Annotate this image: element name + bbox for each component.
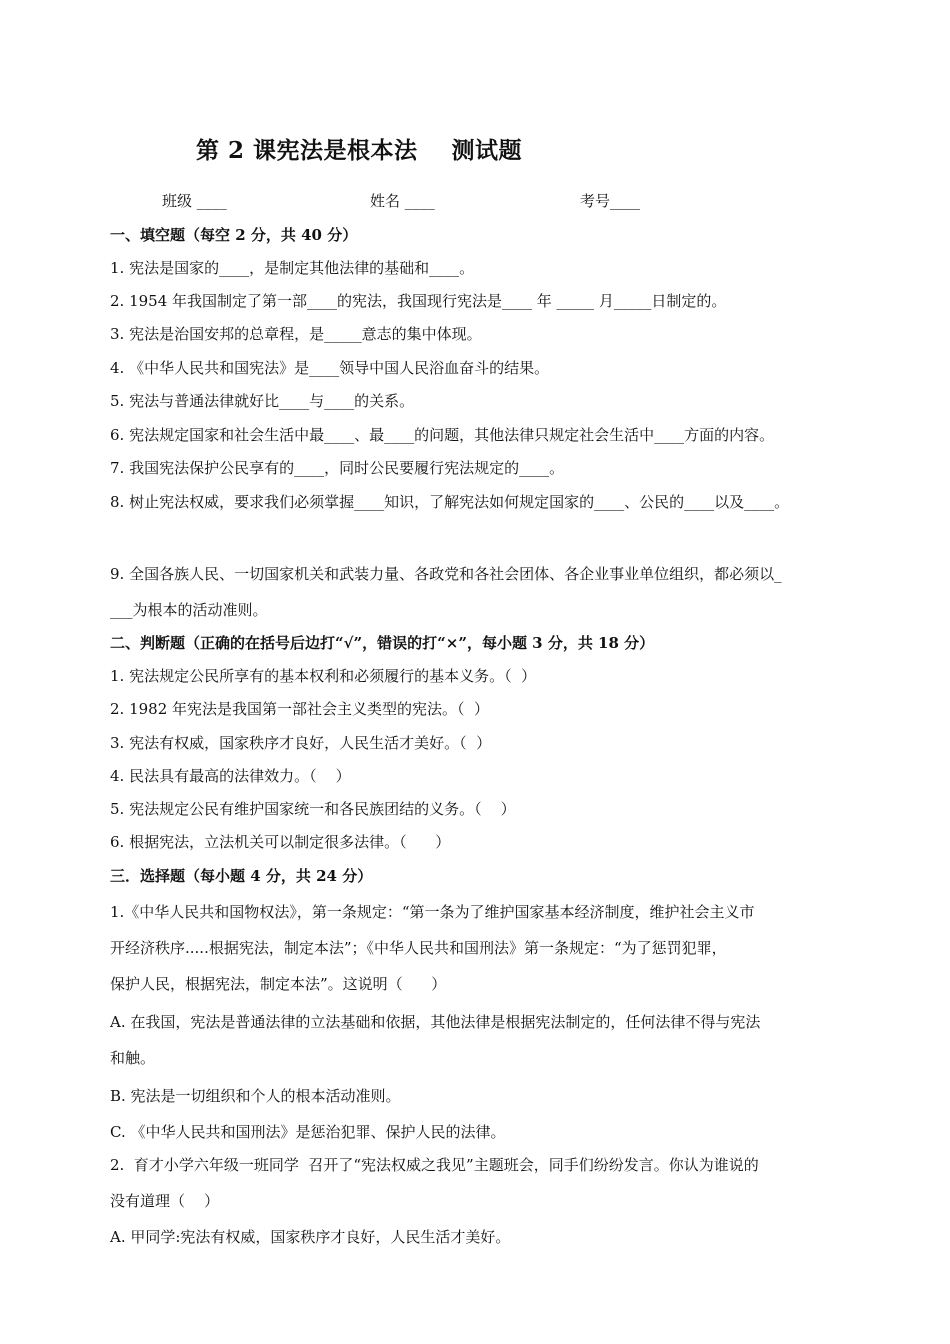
name-field-label: 姓名 ____ — [370, 192, 435, 210]
question-text: 4. 《中华人民共和国宪法》是____领导中国人民浴血奋斗的结果。 — [110, 359, 550, 377]
question-text: ___为根本的活动准则。 — [110, 601, 268, 619]
answer-option-b: B. 宪法是一切组织和个人的根本活动准则。 — [110, 1087, 401, 1105]
question-text: 1. 宪法规定公民所享有的基本权利和必须履行的基本义务。（ ） — [110, 667, 537, 685]
question-text: 3. 宪法是治国安邦的总章程，是_____意志的集中体现。 — [110, 325, 482, 343]
class-field-label: 班级 ____ — [162, 192, 227, 210]
section-heading-true-false: 二、判断题（正确的在括号后边打“√”，错误的打“×”，每小题 3 分，共 18 分） — [110, 634, 655, 652]
question-text: 4. 民法具有最高的法律效力。（ ） — [110, 767, 351, 785]
answer-option-c: C. 《中华人民共和国刑法》是惩治犯罪、保护人民的法律。 — [110, 1123, 506, 1141]
question-text: 保护人民，根据宪法，制定本法”。这说明（ ） — [110, 975, 447, 993]
question-text: 1. 宪法是国家的____，是制定其他法律的基础和____。 — [110, 259, 475, 277]
question-text: 6. 根据宪法，立法机关可以制定很多法律。（ ） — [110, 833, 451, 851]
question-text: 8. 树止宪法权威，要求我们必须掌握____知识，了解宪法如何规定国家的____、公民的____以及____。 — [110, 493, 790, 511]
exam-number-field-label: 考号____ — [580, 192, 641, 210]
question-text: 2. 1982 年宪法是我国第一部社会主义类型的宪法。（ ） — [110, 700, 490, 718]
question-text: 7. 我国宪法保护公民享有的____，同时公民要履行宪法规定的____。 — [110, 459, 565, 477]
page-title: 第 2 课宪法是根本法 测试题 — [196, 137, 523, 164]
question-text: 2. 1954 年我国制定了第一部____的宪法，我国现行宪法是____ 年 _____ 月_____日制定的。 — [110, 292, 727, 310]
answer-option-a: A. 甲同学:宪法有权威，国家秩序才良好，人民生活才美好。 — [110, 1228, 511, 1246]
question-text: 3. 宪法有权威，国家秩序才良好，人民生活才美好。（ ） — [110, 734, 492, 752]
answer-option-a-continued: 和触。 — [110, 1049, 156, 1067]
question-text: 5. 宪法规定公民有维护国家统一和各民族团结的义务。（ ） — [110, 800, 516, 818]
question-text: 6. 宪法规定国家和社会生活中最____、最____的问题，其他法律只规定社会生活中____方面的内容。 — [110, 426, 775, 444]
question-text: 5. 宪法与普通法律就好比____与____的关系。 — [110, 392, 415, 410]
answer-option-a: A. 在我国，宪法是普通法律的立法基础和依据，其他法律是根据宪法制定的，任何法律不得与宪法 — [110, 1013, 761, 1031]
question-text: 1.《中华人民共和国物权法》，第一条规定：“第一条为了维护国家基本经济制度，维护社会主义市 — [110, 903, 755, 921]
section-heading-fill-in: 一、填空题（每空 2 分，共 40 分） — [110, 226, 358, 244]
section-heading-multiple-choice: 三．选择题（每小题 4 分，共 24 分） — [110, 867, 373, 885]
question-text: 没有道理（ ） — [110, 1192, 220, 1210]
question-text: 开经济秩序.....根据宪法，制定本法”；《中华人民共和国刑法》第一条规定：“为了惩罚犯罪， — [110, 939, 727, 957]
question-text: 9. 全国各族人民、一切国家机关和武装力量、各政党和各社会团体、各企业事业单位组织，都必须以_ — [110, 565, 782, 583]
question-text: 2. 育才小学六年级一班同学 召开了“宪法权威之我见”主题班会，同手们纷纷发言。你认为谁说的 — [110, 1156, 759, 1174]
